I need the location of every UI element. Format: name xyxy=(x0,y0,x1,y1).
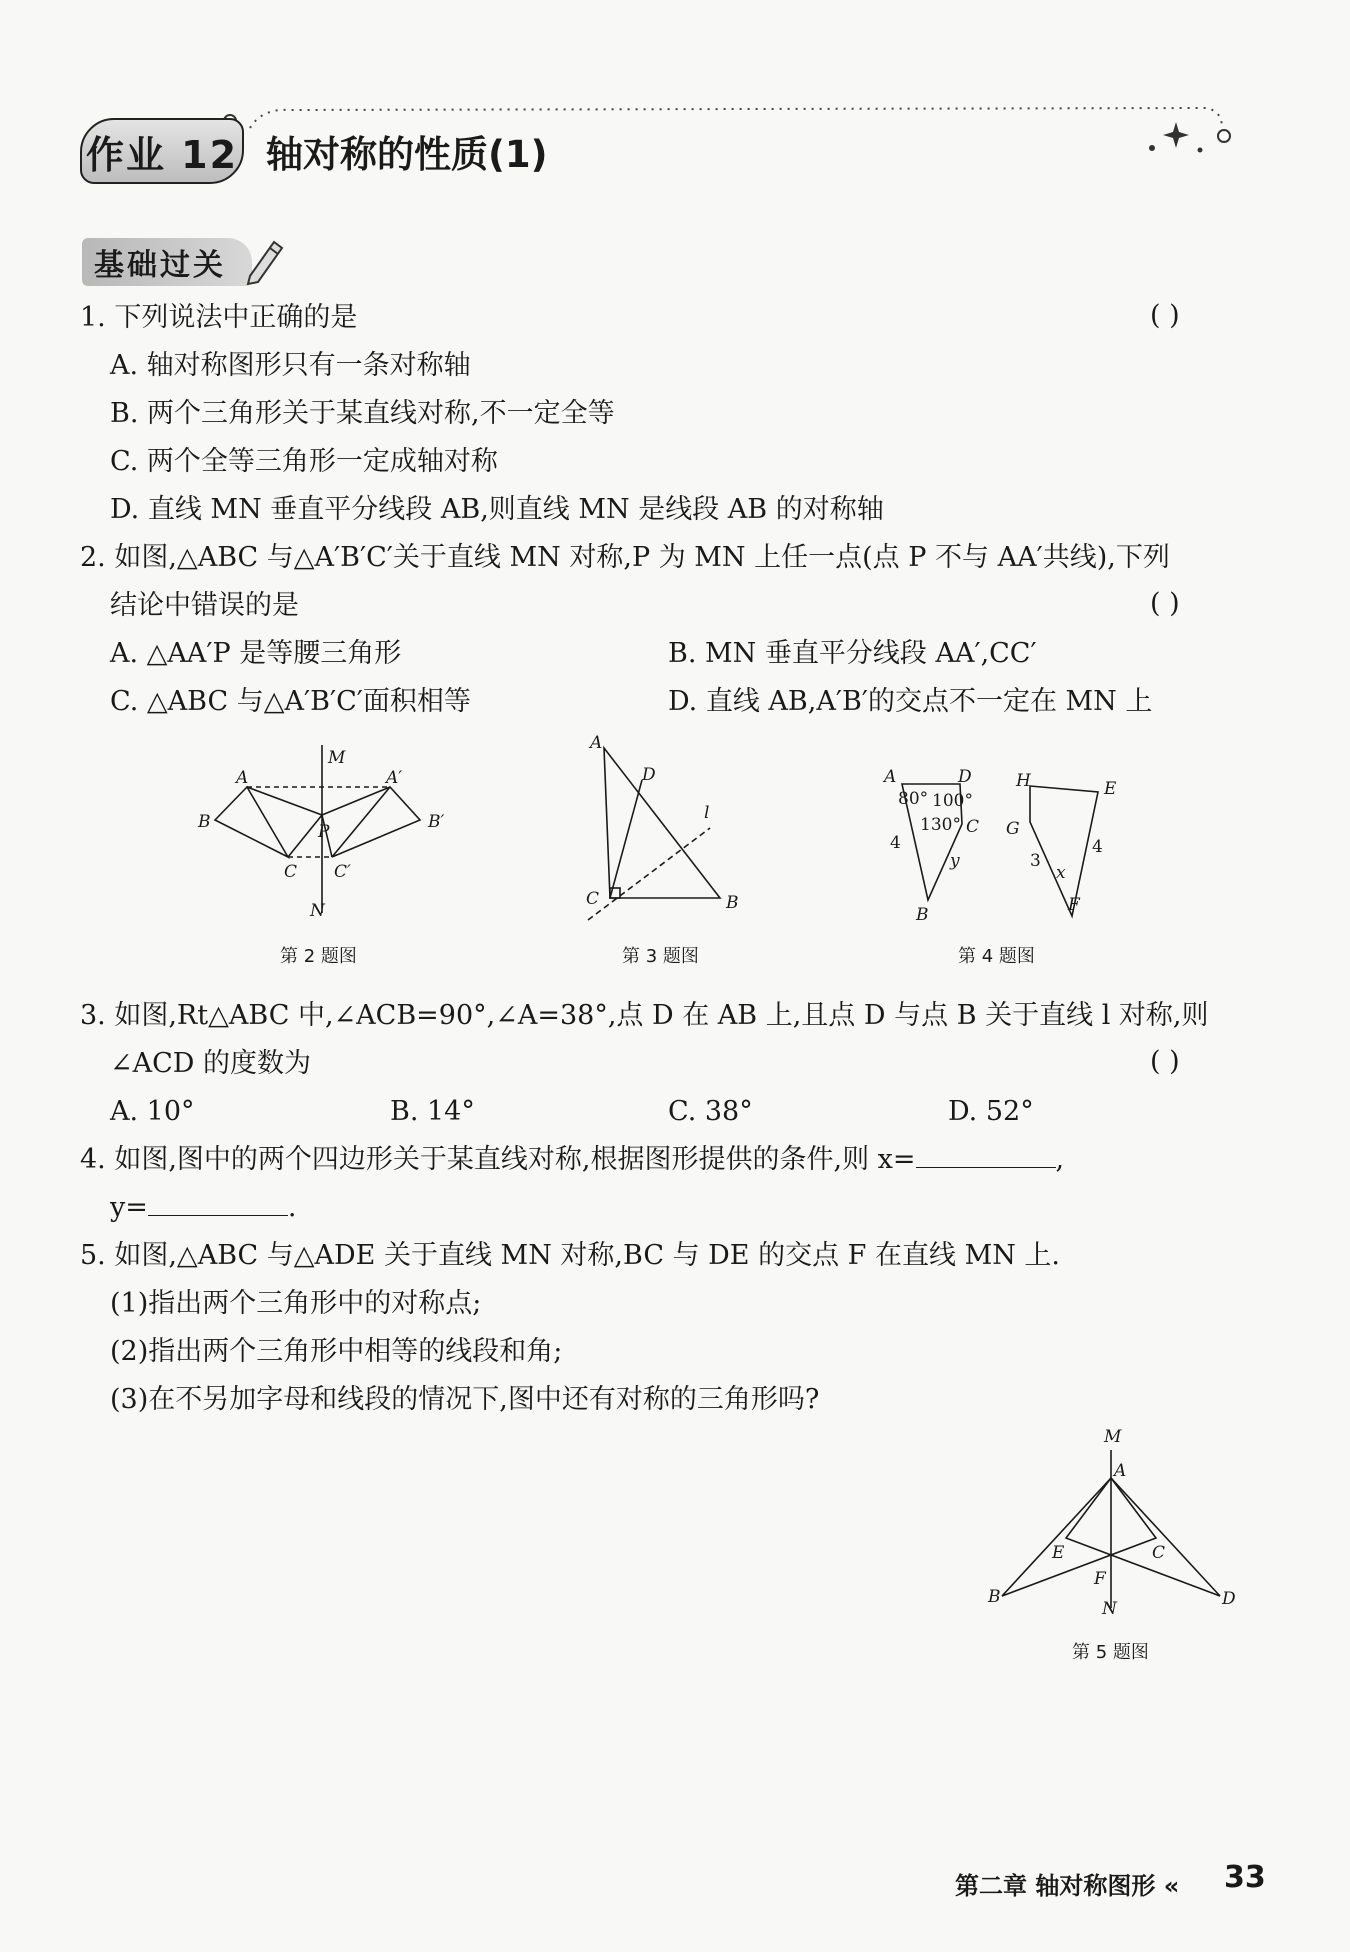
fig5-label-n: N xyxy=(1102,1599,1117,1619)
footer-chapter: 第二章 轴对称图形 « xyxy=(955,1872,1180,1900)
q5-sub-2: (2)指出两个三角形中相等的线段和角; xyxy=(110,1336,563,1367)
fig4-label-c: C xyxy=(966,817,980,837)
figure-2 xyxy=(180,735,480,925)
figure-5 xyxy=(980,1420,1240,1620)
fig4-side-x: x xyxy=(1056,863,1066,883)
fig4-label-e: E xyxy=(1104,779,1117,799)
q2-option-a: A. △AA′P 是等腰三角形 xyxy=(110,638,402,669)
q3-option-d: D. 52° xyxy=(948,1096,1034,1127)
fig5-label-c: C xyxy=(1152,1543,1166,1563)
q2-stem-line2: 结论中错误的是 xyxy=(110,590,299,621)
fig2-label-p: P xyxy=(318,822,330,842)
q1-option-b: B. 两个三角形关于某直线对称,不一定全等 xyxy=(110,398,615,429)
fig2-label-c: C xyxy=(284,862,298,882)
fig4-label-d: D xyxy=(958,767,972,787)
fig4-label-b: B xyxy=(916,905,929,925)
q2-option-b: B. MN 垂直平分线段 AA′,CC′ xyxy=(668,638,1037,669)
assignment-badge: 作业 12 xyxy=(80,118,244,184)
q4-comma: , xyxy=(1055,1144,1065,1175)
fig4-label-a: A xyxy=(884,767,897,787)
fig5-label-m: M xyxy=(1104,1427,1122,1447)
fig5-label-b: B xyxy=(988,1587,1001,1607)
fig4-side-4b: 4 xyxy=(1092,837,1103,857)
q1-option-d: D. 直线 MN 垂直平分线段 AB,则直线 MN 是线段 AB 的对称轴 xyxy=(110,494,884,525)
fig5-label-f: F xyxy=(1094,1569,1106,1589)
q5-sub-3: (3)在不另加字母和线段的情况下,图中还有对称的三角形吗? xyxy=(110,1384,820,1415)
fig3-caption: 第 3 题图 xyxy=(622,946,699,967)
fig4-side-4a: 4 xyxy=(890,833,901,853)
q2-option-c: C. △ABC 与△A′B′C′面积相等 xyxy=(110,686,471,717)
fig2-label-m: M xyxy=(328,748,346,768)
fig5-caption: 第 5 题图 xyxy=(1072,1642,1149,1663)
fig4-side-y: y xyxy=(950,851,960,871)
fig3-label-l: l xyxy=(704,803,710,823)
page-number: 33 xyxy=(1224,1860,1266,1895)
q1-stem: 1. 下列说法中正确的是 xyxy=(80,302,358,333)
fig3-label-d: D xyxy=(642,765,656,785)
fig4-label-g: G xyxy=(1006,819,1020,839)
q4-stem-line2 xyxy=(110,1192,296,1224)
fig5-label-d: D xyxy=(1222,1589,1236,1609)
fig4-side-3: 3 xyxy=(1030,851,1041,871)
q4-period: . xyxy=(287,1192,297,1223)
fig4-angle-130: 130° xyxy=(920,815,961,835)
q2-option-d: D. 直线 AB,A′B′的交点不一定在 MN 上 xyxy=(668,686,1153,717)
q3-stem-line1: 3. 如图,Rt△ABC 中,∠ACB=90°,∠A=38°,点 D 在 AB 上,且点 D 与点 B 关于直线 l 对称,则 xyxy=(80,1000,1209,1031)
fig2-label-c-prime: C′ xyxy=(334,862,351,882)
q3-answer-paren: ( ) xyxy=(1150,1046,1180,1077)
q5-sub-1: (1)指出两个三角形中的对称点; xyxy=(110,1288,482,1319)
q5-stem: 5. 如图,△ABC 与△ADE 关于直线 MN 对称,BC 与 DE 的交点 F 在直线 MN 上. xyxy=(80,1240,1061,1271)
q4-stem-line1 xyxy=(80,1144,1064,1176)
fig4-caption: 第 4 题图 xyxy=(958,946,1035,967)
page-title: 轴对称的性质(1) xyxy=(266,133,548,176)
q3-option-c: C. 38° xyxy=(668,1096,753,1127)
q2-answer-paren: ( ) xyxy=(1150,588,1180,619)
fig2-label-a-prime: A′ xyxy=(386,768,403,788)
fig2-label-n: N xyxy=(310,901,325,921)
q4-y-label: y= xyxy=(110,1192,148,1223)
fig5-label-a: A xyxy=(1114,1461,1127,1481)
q4-y-blank[interactable] xyxy=(148,1193,288,1216)
q3-option-a: A. 10° xyxy=(110,1096,195,1127)
fig2-label-a: A xyxy=(236,768,249,788)
section-label: 基础过关 xyxy=(82,238,252,286)
fig2-label-b-prime: B′ xyxy=(428,812,445,832)
fig3-label-b: B xyxy=(726,893,739,913)
figure-4 xyxy=(870,760,1130,930)
fig4-label-f: F xyxy=(1068,895,1080,915)
fig4-angle-100: 100° xyxy=(932,791,973,811)
q3-stem-line2: ∠ACD 的度数为 xyxy=(110,1048,312,1079)
fig2-label-b: B xyxy=(198,812,211,832)
fig4-angle-80: 80° xyxy=(898,789,929,809)
pencil-icon xyxy=(244,236,284,286)
fig3-label-a: A xyxy=(590,733,603,753)
fig5-label-e: E xyxy=(1052,1543,1065,1563)
figure-3 xyxy=(570,728,750,928)
fig2-caption: 第 2 题图 xyxy=(280,946,357,967)
q1-option-c: C. 两个全等三角形一定成轴对称 xyxy=(110,446,498,477)
q4-stem-text: 4. 如图,图中的两个四边形关于某直线对称,根据图形提供的条件,则 x= xyxy=(80,1144,916,1175)
q3-option-b: B. 14° xyxy=(390,1096,475,1127)
fig4-label-h: H xyxy=(1016,771,1031,791)
q4-x-blank[interactable] xyxy=(916,1145,1056,1168)
q1-answer-paren: ( ) xyxy=(1150,300,1180,331)
q1-option-a: A. 轴对称图形只有一条对称轴 xyxy=(110,350,471,381)
fig3-label-c: C xyxy=(586,889,600,909)
q2-stem-line1: 2. 如图,△ABC 与△A′B′C′关于直线 MN 对称,P 为 MN 上任一点(点 P 不与 AA′共线),下列 xyxy=(80,542,1170,573)
